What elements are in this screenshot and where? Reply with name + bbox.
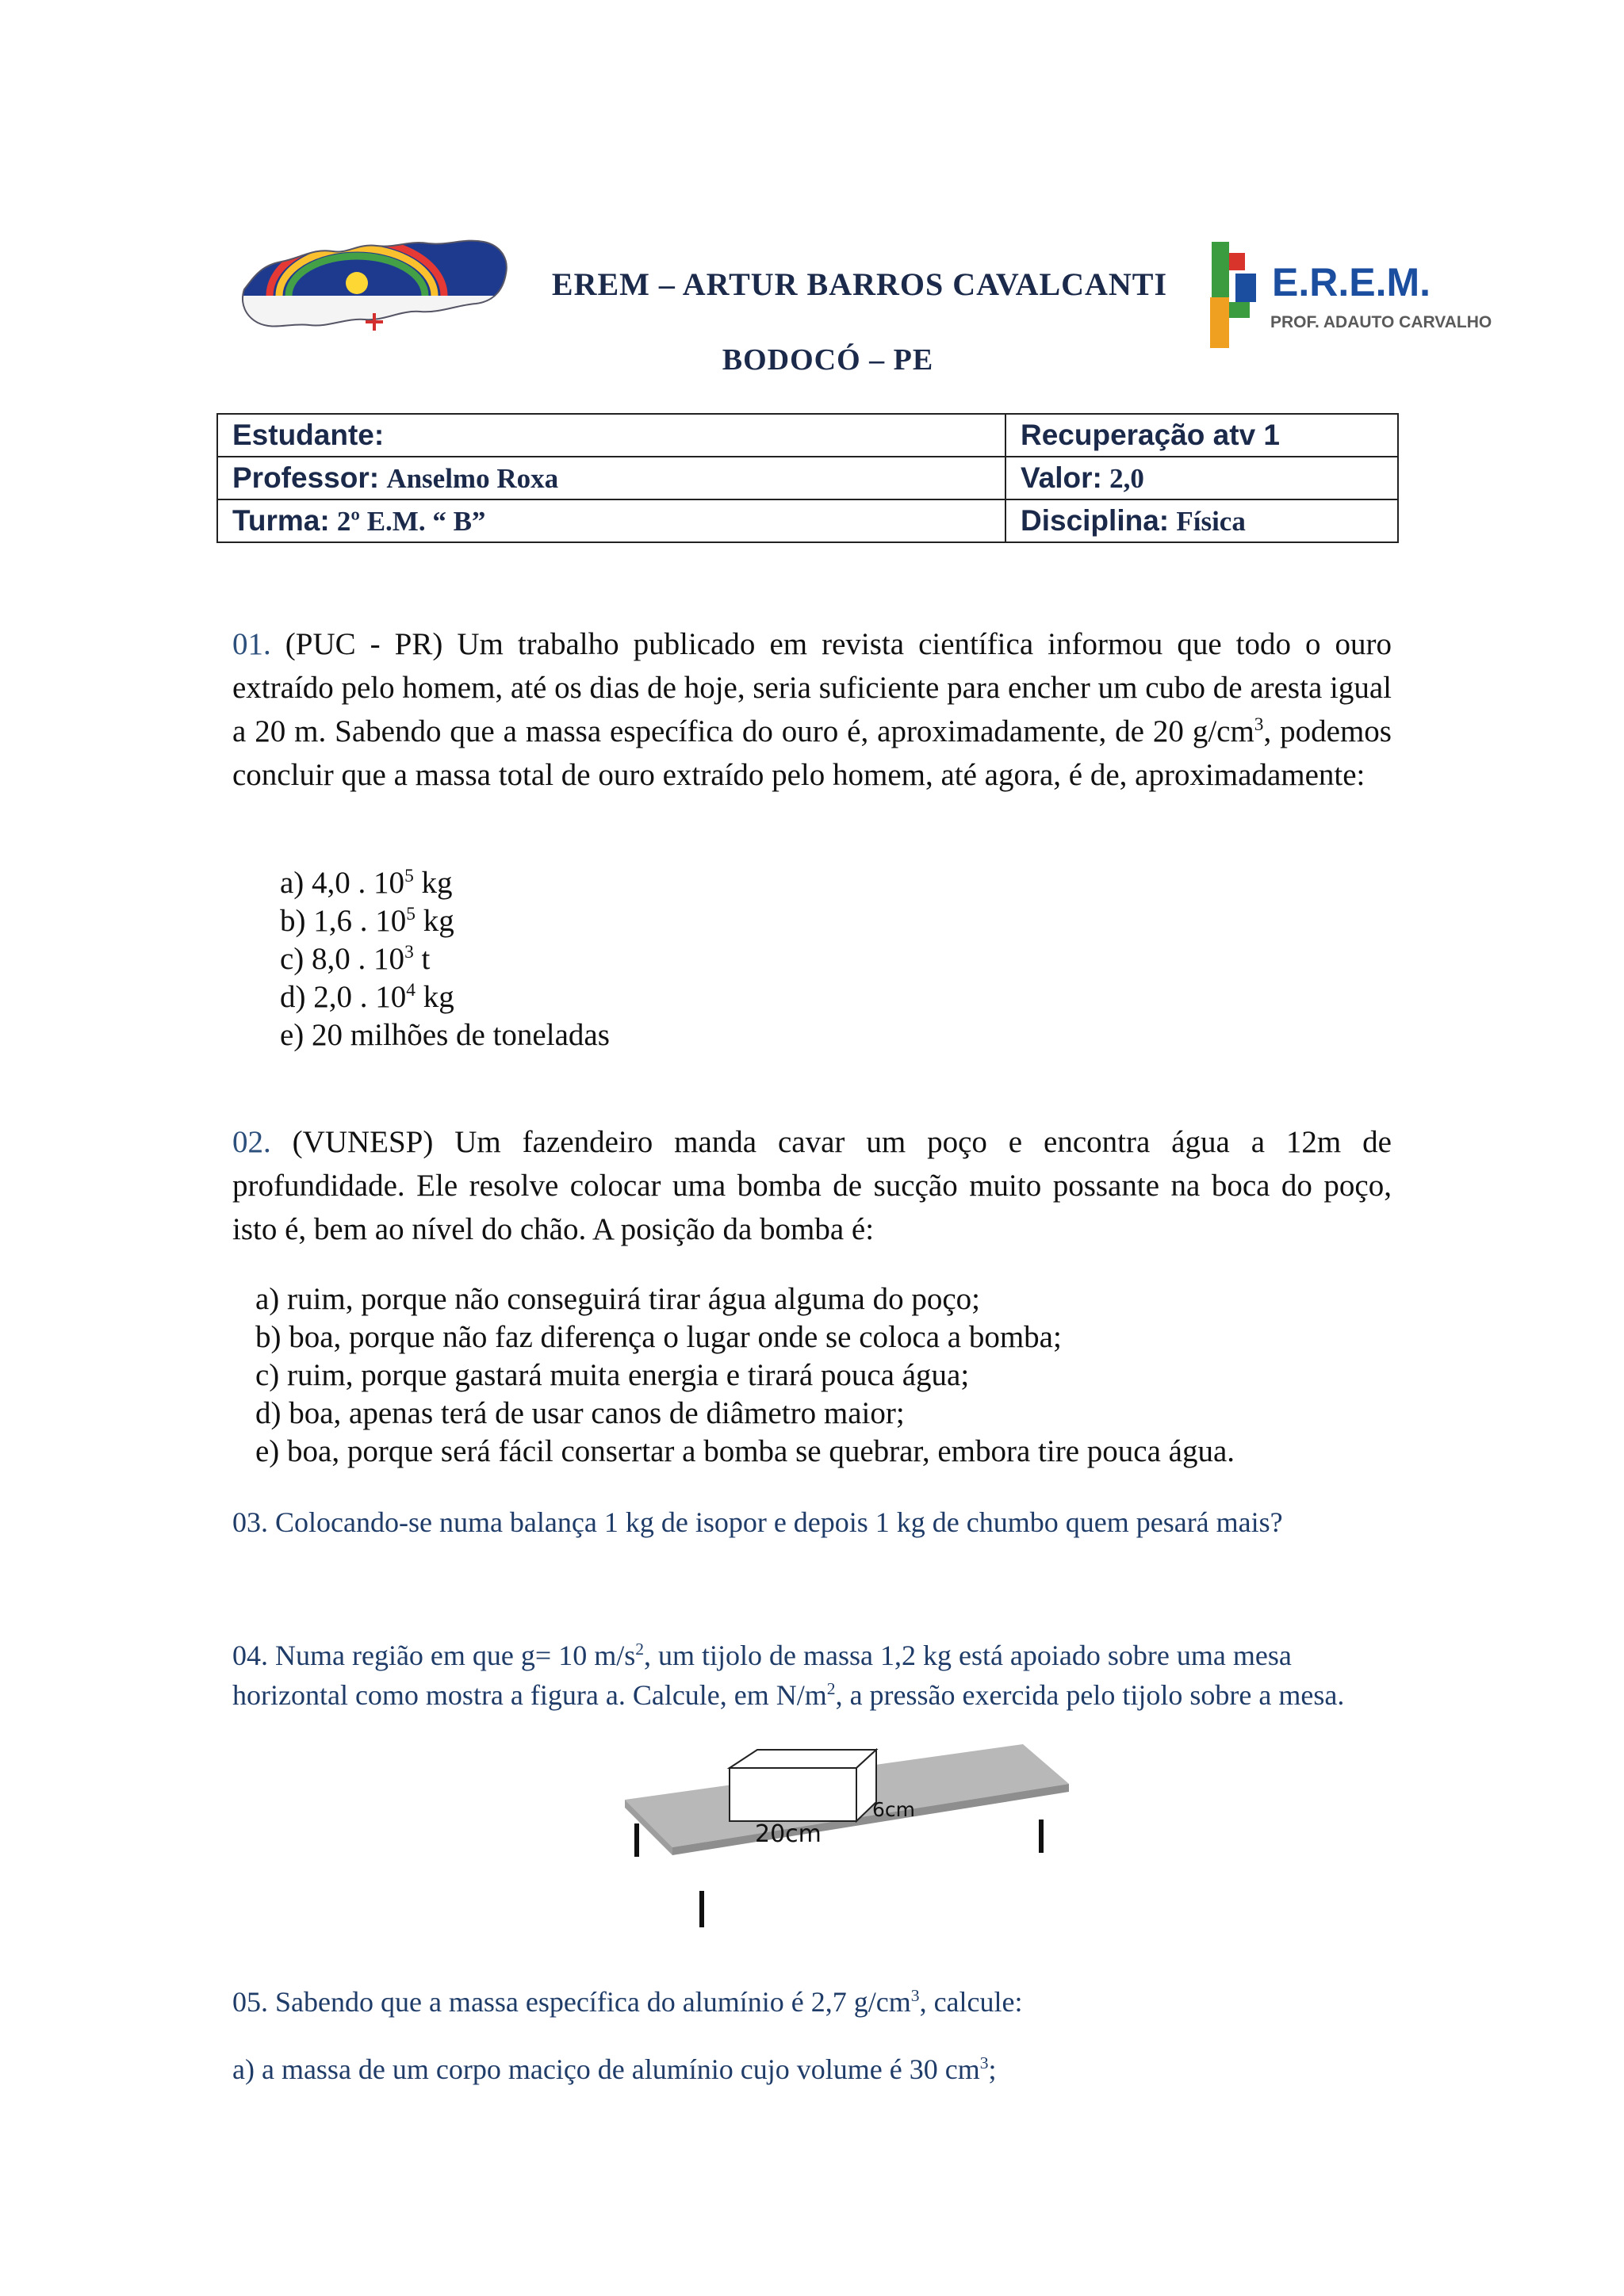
question-5: 05. Sabendo que a massa específica do alumínio é 2,7 $g/cm^3$, calcule:: [232, 1986, 1023, 2018]
valor-cell: Valor: 2,0: [1005, 457, 1398, 499]
activity-cell: Recuperação atv 1: [1005, 414, 1398, 457]
option-a[interactable]: a) 4,0 . $10^5$ kg: [280, 866, 453, 900]
question-1-options: [280, 864, 610, 1054]
option-e[interactable]: e) boa, porque será fácil consertar a bomba se quebrar, embora tire pouca água.: [255, 1434, 1235, 1468]
question-3: 03. Colocando-se numa balança 1 kg de isopor e depois 1 kg de chumbo quem pesará mais?: [232, 1506, 1283, 1538]
brick-front: [730, 1768, 856, 1821]
question-2-options: [255, 1280, 1235, 1471]
option-c[interactable]: c) ruim, porque gastará muita energia e tirará pouca água;: [255, 1358, 970, 1392]
option-b[interactable]: b) boa, porque não faz diferença o lugar onde se coloca a bomba;: [255, 1320, 1062, 1354]
professor-cell: Professor: Anselmo Roxa: [217, 457, 1005, 499]
school-name: EREM – ARTUR BARROS CAVALCANTI: [551, 266, 1168, 302]
erem-logo: [1207, 242, 1492, 353]
table-leg: [1039, 1820, 1044, 1853]
option-a[interactable]: a) ruim, porque não conseguirá tirar água alguma do poço;: [255, 1282, 981, 1316]
question-2-number: 02.: [232, 1125, 271, 1159]
option-c[interactable]: c) 8,0 . $10^3$ t: [280, 942, 431, 976]
table-leg: [634, 1823, 639, 1857]
question-1-number: 01.: [232, 627, 271, 661]
turma-cell: Turma: 2º E.M. “ B”: [217, 499, 1005, 542]
student-cell[interactable]: Estudante:: [217, 414, 1005, 457]
option-e[interactable]: e) 20 milhões de toneladas: [280, 1018, 610, 1052]
table-leg: [699, 1891, 704, 1927]
option-d[interactable]: d) boa, apenas terá de usar canos de diâmetro maior;: [255, 1396, 905, 1430]
option-b[interactable]: b) 1,6 . $10^5$ kg: [280, 904, 454, 938]
school-city: BODOCÓ – PE: [722, 343, 934, 377]
brick-width-label: 6cm: [872, 1798, 916, 1821]
option-d[interactable]: d) 2,0 . $10^4$ kg: [280, 980, 454, 1014]
brick-top: [730, 1750, 876, 1768]
question-2: 02. (VUNESP) Um fazendeiro manda cavar um poço e encontra água a 12m de profundidade. Ele resolve colocar uma bomba de sucção muito possante na boca do poço, isto é, bem ao nível do chão. A posição da bomba é:: [232, 1125, 1392, 1246]
question-4: 04. Numa região em que g= 10 $m/s^2$, um tijolo de massa 1,2 kg está apoiado sobre uma mesa horizontal como mostra a figura a. Calcule, em $N/m^2$, a pressão exercida pelo tijolo sobre a mesa.: [232, 1640, 1345, 1711]
disciplina-cell: Disciplina: Física: [1005, 499, 1398, 542]
erem-logo-title: E.R.E.M.: [1272, 260, 1431, 304]
erem-logo-subtitle: PROF. ADAUTO CARVALHO: [1270, 313, 1492, 331]
brick-length-label: 20cm: [755, 1820, 822, 1848]
brick-on-table-figure: [611, 1732, 1086, 1938]
student-info-table: [216, 413, 1399, 543]
question-1: 01. (PUC - PR) Um trabalho publicado em revista científica informou que todo o ouro extraído pelo homem, até os dias de hoje, seria suficiente para encher um cubo de aresta igual a 20 m. Sabendo que a massa específica do ouro é, aproximadamente, de 20 $g/cm^3$, podemos concluir que a massa total de ouro extraído pelo homem, até agora, é de, aproximadamente:: [232, 627, 1392, 792]
question-5-item-a: a) a massa de um corpo maciço de alumínio cujo volume é 30 $cm^3$;: [232, 2053, 997, 2085]
